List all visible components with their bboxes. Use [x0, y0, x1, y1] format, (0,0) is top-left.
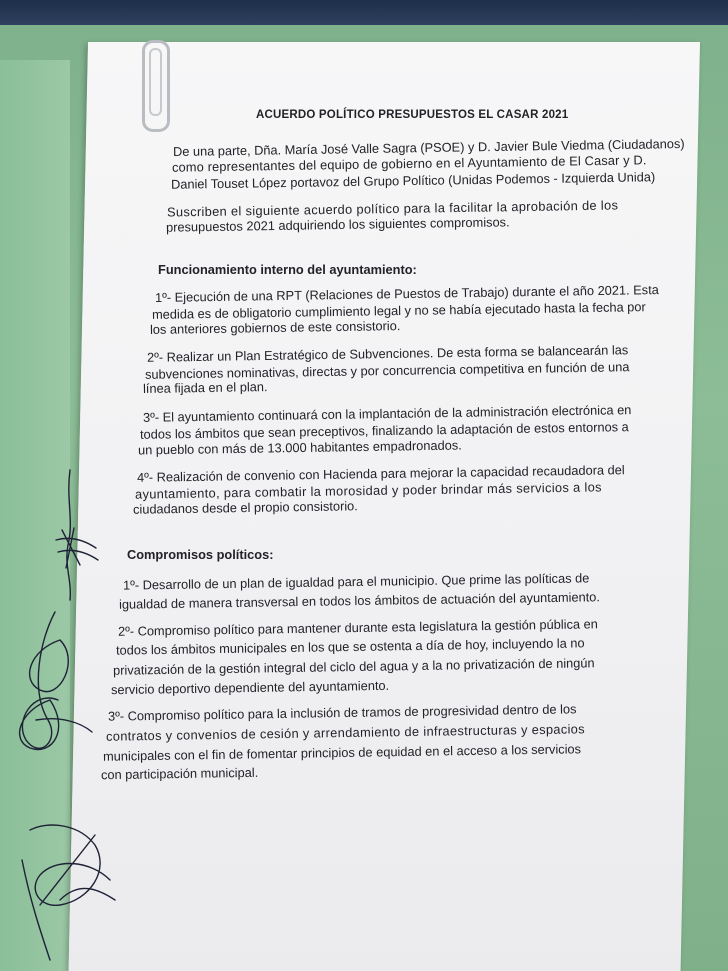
list-item-line: 1º- Ejecución de una RPT (Relaciones de Puestos de Trabajo) durante el año 2021. Esta [154, 282, 659, 305]
list-item-line: medida es de obligatorio cumplimiento legal y no se había ejecutado hasta la fecha por [151, 299, 646, 322]
list-item-line: un pueblo con más de 13.000 habitantes empadronados. [137, 437, 462, 458]
intro-line: Daniel Touset López portavoz del Grupo Político (Unidas Podemos - Izquierda Unida) [170, 169, 656, 192]
list-item-line: servicio deportivo dependiente del ayuntamiento. [110, 677, 390, 698]
list-item-line: 4º- Realización de convenio con Hacienda para mejorar la capacidad recaudadora del [136, 462, 625, 485]
section-heading-internal: Funcionamiento interno del ayuntamiento: [158, 262, 417, 277]
list-item-line: los anteriores gobiernos de este consistorio. [149, 318, 401, 337]
list-item-line: privatización de la gestión integral del ciclo del agua y a la no privatización de ningún [112, 655, 595, 678]
list-item-line: igualdad de manera transversal en todos los ámbitos de actuación del ayuntamiento. [118, 589, 600, 612]
list-item-line: subvenciones nominativas, directas y por concurrencia competitiva en función de una [144, 359, 630, 382]
intro-line: Suscriben el siguiente acuerdo político para la facilitar la aprobación de los [166, 197, 619, 220]
list-item-line: todos los ámbitos municipales en los que se ostenta a día de hoy, incluyendo la no [115, 635, 585, 658]
list-item-line: línea fijada en el plan. [142, 379, 268, 396]
list-item-line: municipales con el fin de fomentar principios de equidad en el acceso a los servicios [102, 741, 582, 764]
list-item-line: 2º- Compromiso político para mantener durante esta legislatura la gestión pública en [117, 616, 598, 639]
list-item-line: 1º- Desarrollo de un plan de igualdad para el municipio. Que prime las políticas de [122, 570, 590, 593]
section-heading-political: Compromisos políticos: [127, 547, 274, 562]
intro-line: presupuestos 2021 adquiriendo los siguientes compromisos. [165, 214, 510, 235]
list-item-line: todos los ámbitos que sean preceptivos, finalizando la adaptación de estos entornos a [139, 419, 629, 442]
list-item-line: con participación municipal. [100, 764, 259, 783]
list-item-line: ciudadanos desde el propio consistorio. [132, 498, 358, 517]
list-item-line: contratos y convenios de cesión y arrendamiento de infraestructuras y espacios [105, 721, 586, 744]
list-item-line: 3º- El ayuntamiento continuará con la implantación de la administración electrónica en [142, 402, 632, 425]
list-item-line: 2º- Realizar un Plan Estratégico de Subvenciones. De esta forma se balancearán las [146, 342, 629, 365]
list-item-line: ayuntamiento, para combatir la morosidad y poder brindar más servicios a los [134, 479, 602, 502]
document-title: ACUERDO POLÍTICO PRESUPUESTOS EL CASAR 2021 [256, 109, 569, 121]
intro-line: De una parte, Dña. María José Valle Sagra (PSOE) y D. Javier Bule Viedma (Ciudadanos) [172, 135, 685, 160]
list-item-line: 3º- Compromiso político para la inclusión de tramos de progresividad dentro de los [107, 701, 577, 724]
intro-line: como representantes del equipo de gobierno en el Ayuntamiento de El Casar y D. [171, 152, 647, 175]
